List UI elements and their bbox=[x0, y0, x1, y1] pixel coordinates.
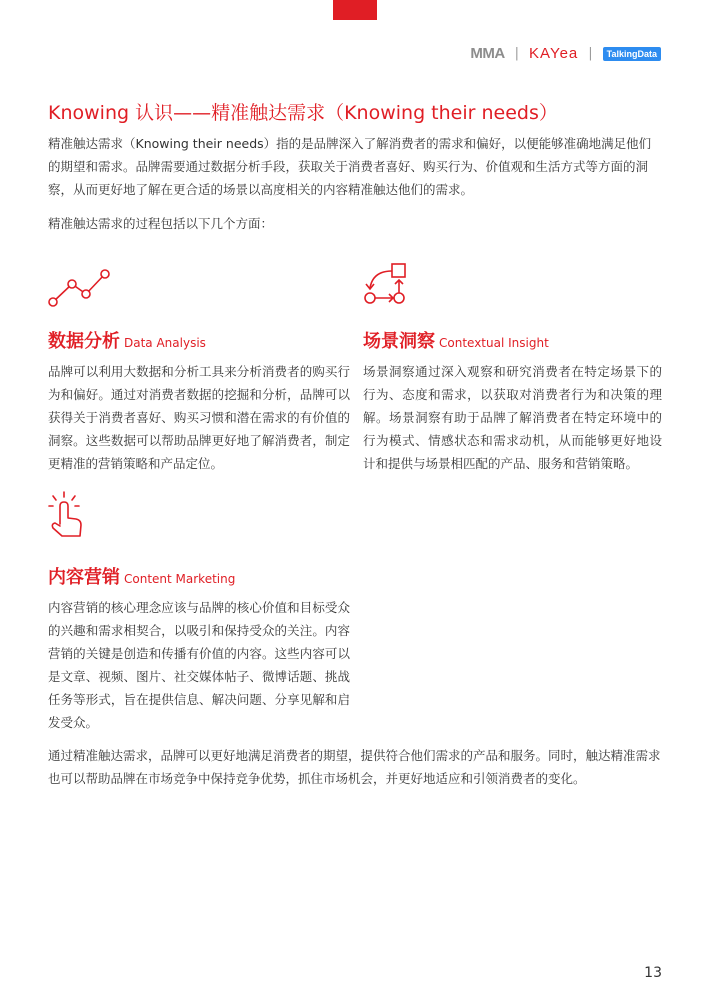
mma-logo: MMA bbox=[470, 45, 505, 62]
intro-paragraph: 精准触达需求（Knowing their needs）指的是品牌深入了解消费者的需求和偏好，以便能够准确地满足他们的期望和需求。品牌需要通过数据分析手段，获取关于消费者喜好、购买行为、价值观和生活方式等方面的洞察，从而更好地了解在更合适的场景以高度相关的内容精准触达他们的需求。 bbox=[48, 136, 652, 197]
section-body-data-analysis: 品牌可以利用大数据和分析工具来分析消费者的购买行为和偏好。通过对消费者数据的挖掘和分析，品牌可以获得关于消费者喜好、购买习惯和潜在需求的有价值的洞察。这些数据可以帮助品牌更好地了解消费者，制定更精准的营销策略和产品定位。 bbox=[48, 364, 350, 471]
page-heading: Knowing 认识——精准触达需求（Knowing their needs） bbox=[48, 102, 558, 124]
section-title-cn: 内容营销 bbox=[48, 567, 120, 588]
logo-separator: | bbox=[588, 46, 593, 61]
section-title-contextual-insight bbox=[363, 327, 549, 353]
section-title-content-marketing bbox=[48, 563, 235, 589]
page-number: 13 bbox=[644, 965, 662, 981]
page-corner-tab bbox=[333, 0, 377, 20]
kayea-logo: KAYea bbox=[529, 45, 579, 62]
section-title-cn: 数据分析 bbox=[48, 331, 120, 352]
section-body-contextual-insight: 场景洞察通过深入观察和研究消费者在特定场景下的行为、态度和需求，以获取对消费者行为和决策的理解。场景洞察有助于品牌了解消费者在特定环境中的行为模式、情感状态和需求动机，从而能够更好地设计和提供与场景相匹配的产品、服务和营销策略。 bbox=[363, 364, 662, 471]
lead-paragraph: 精准触达需求的过程包括以下几个方面： bbox=[48, 216, 274, 231]
flow-cycle-icon bbox=[362, 262, 410, 308]
line-chart-icon bbox=[46, 266, 112, 308]
partner-logos bbox=[470, 45, 661, 62]
logo-separator: | bbox=[514, 46, 520, 61]
tap-hand-icon bbox=[44, 490, 90, 540]
section-title-en: Content Marketing bbox=[124, 572, 236, 586]
section-title-data-analysis bbox=[48, 327, 206, 353]
conclusion-paragraph: 通过精准触达需求，品牌可以更好地满足消费者的期望，提供符合他们需求的产品和服务。同时，触达精准需求也可以帮助品牌在市场竞争中保持竞争优势，抓住市场机会，并更好地适应和引领消费者的变化。 bbox=[48, 748, 661, 786]
section-title-cn: 场景洞察 bbox=[363, 331, 435, 352]
talkingdata-logo: TalkingData bbox=[603, 47, 661, 61]
section-title-en: Data Analysis bbox=[124, 336, 206, 350]
section-body-content-marketing: 内容营销的核心理念应该与品牌的核心价值和目标受众的兴趣和需求相契合，以吸引和保持受众的关注。内容营销的关键是创造和传播有价值的内容。这些内容可以是文章、视频、图片、社交媒体帖子、微博话题、挑战任务等形式，旨在提供信息、解决问题、分享见解和启发受众。 bbox=[48, 600, 350, 730]
section-title-en: Contextual Insight bbox=[439, 336, 549, 350]
